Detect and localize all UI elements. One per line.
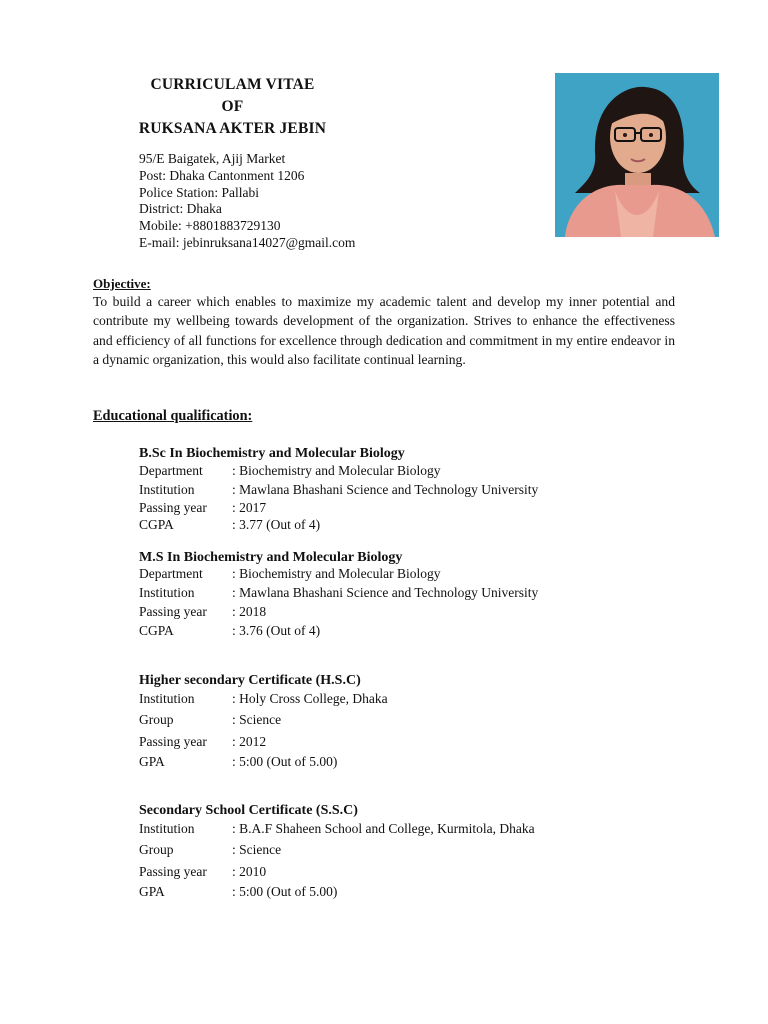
row-label: Group xyxy=(139,712,174,727)
row-label: Institution xyxy=(139,821,195,836)
degree-row xyxy=(139,691,659,712)
degree-row xyxy=(139,754,659,774)
row-label: Department xyxy=(139,566,203,581)
row-label: Institution xyxy=(139,482,195,497)
objective-heading: Objective: xyxy=(93,276,151,291)
degree-row xyxy=(139,604,659,623)
district-line: District: Dhaka xyxy=(139,201,222,217)
cv-title-of: OF xyxy=(221,98,244,115)
row-value: : 3.77 (Out of 4) xyxy=(232,517,321,532)
degree-row xyxy=(139,517,659,535)
post-line: Post: Dhaka Cantonment 1206 xyxy=(139,167,305,183)
degree-hsc xyxy=(139,671,659,774)
degree-row xyxy=(139,884,659,904)
row-value: : 5:00 (Out of 5.00) xyxy=(232,754,338,769)
candidate-name: RUKSANA AKTER JEBIN xyxy=(138,120,327,137)
row-label: CGPA xyxy=(139,517,174,532)
row-value: : Biochemistry and Molecular Biology xyxy=(232,566,441,581)
degree-row xyxy=(139,463,659,482)
row-label: Institution xyxy=(139,585,195,600)
row-value: : 2010 xyxy=(232,864,267,879)
cv-title xyxy=(120,74,345,140)
row-value: : 2018 xyxy=(232,604,267,619)
degree-title: M.S In Biochemistry and Molecular Biology xyxy=(139,550,403,565)
degree-row xyxy=(139,734,659,754)
portrait-icon xyxy=(555,73,719,237)
row-label: Department xyxy=(139,463,203,478)
row-label: Passing year xyxy=(139,734,207,749)
row-value: : 2012 xyxy=(232,734,267,749)
portrait-photo xyxy=(555,73,719,237)
row-value: : Mawlana Bhashani Science and Technology University xyxy=(232,482,539,497)
row-label: GPA xyxy=(139,754,165,769)
degree-ms xyxy=(139,549,659,642)
mobile-line: Mobile: +8801883729130 xyxy=(139,218,281,234)
row-value: : Holy Cross College, Dhaka xyxy=(232,691,388,706)
degree-row xyxy=(139,500,659,517)
row-value: : B.A.F Shaheen School and College, Kurmitola, Dhaka xyxy=(232,821,535,836)
degree-row xyxy=(139,712,659,734)
row-value: : Biochemistry and Molecular Biology xyxy=(232,463,441,478)
degree-row xyxy=(139,842,659,864)
degree-ssc xyxy=(139,801,659,904)
row-label: Passing year xyxy=(139,864,207,879)
degree-row xyxy=(139,864,659,884)
education-heading: Educational qualification: xyxy=(93,408,253,424)
contact-details xyxy=(139,151,355,252)
row-value: : 2017 xyxy=(232,500,267,515)
row-label: Passing year xyxy=(139,604,207,619)
degree-row xyxy=(139,566,659,585)
row-label: Passing year xyxy=(139,500,207,515)
degree-row xyxy=(139,585,659,604)
row-label: Institution xyxy=(139,691,195,706)
degree-title: B.Sc In Biochemistry and Molecular Biology xyxy=(139,446,405,461)
row-value: : Science xyxy=(232,842,282,857)
degree-title: Secondary School Certificate (S.S.C) xyxy=(139,803,358,818)
objective-text: To build a career which enables to maximize my academic talent and develop my inner potential and contribute my wellbeing towards development of the organization. Strives to enhance the effectiveness and efficiency of all functions for excellence through dedication and commitment in my entire endeavor in a dynamic organization, this would also facilitate continual learning. xyxy=(93,294,675,367)
email-line: E-mail: jebinruksana14027@gmail.com xyxy=(139,234,356,250)
degree-row xyxy=(139,482,659,500)
row-value: : 5:00 (Out of 5.00) xyxy=(232,884,338,899)
row-value: : Mawlana Bhashani Science and Technology University xyxy=(232,585,539,600)
address-line: 95/E Baigatek, Ajij Market xyxy=(139,151,286,166)
cv-title-line: CURRICULAM VITAE xyxy=(150,76,315,93)
degree-row xyxy=(139,623,659,642)
degree-row xyxy=(139,821,659,842)
police-station-line: Police Station: Pallabi xyxy=(139,184,259,200)
row-label: CGPA xyxy=(139,623,174,638)
row-value: : 3.76 (Out of 4) xyxy=(232,623,321,638)
row-label: Group xyxy=(139,842,174,857)
degree-bsc xyxy=(139,444,659,535)
degree-title: Higher secondary Certificate (H.S.C) xyxy=(139,673,361,688)
row-value: : Science xyxy=(232,712,282,727)
row-label: GPA xyxy=(139,884,165,899)
